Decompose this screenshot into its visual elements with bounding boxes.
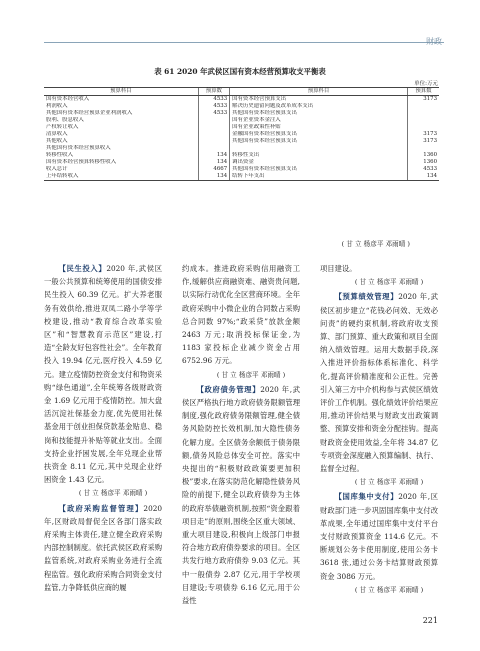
expense-item-cell: 国有企业资本金注入 [230, 117, 408, 124]
revenue-item-cell: 收入总计 [46, 166, 68, 173]
expense-item-cell: 其他国有资本经营预算支出 [230, 138, 408, 145]
table-row [44, 138, 439, 145]
credit: ( 甘 立 杨彦平 邓雨晴 ) [78, 489, 148, 498]
header-rule [44, 42, 444, 43]
expense-item-cell: 国有企业政策性补贴 [230, 124, 408, 131]
table-unit: 单位:万元 [414, 81, 438, 87]
revenue-amount-cell: 134 [198, 159, 230, 166]
expense-item-cell: 结转下年支出 [230, 173, 408, 181]
table-row [44, 103, 439, 110]
table-row [44, 173, 439, 181]
revenue-item-cell: 其他国有资本经营预算收入 [46, 145, 111, 152]
expense-amount-cell [407, 117, 439, 124]
revenue-amount-cell [198, 117, 230, 124]
table-row [44, 159, 439, 166]
table-credit: ( 甘 立 杨彦平 邓雨晴 ) [341, 240, 410, 248]
revenue-item-cell: 其他国有资本经营预算企业利润收入 [46, 110, 133, 117]
expense-item-cell: 其他国有资本经营预算支出 [230, 110, 408, 117]
table-row [44, 166, 439, 173]
column-2 [182, 262, 300, 607]
table-caption: 表 61 2020 年武侯区国有资本经营预算收支平衡表 [154, 67, 326, 76]
revenue-item-cell: 国有资本经营收入 [46, 96, 90, 103]
table-row [44, 152, 439, 159]
expense-amount-cell [407, 124, 439, 131]
expense-amount-cell [407, 110, 439, 117]
expense-amount-cell [407, 103, 439, 110]
heading-performance: 【预算绩效管理】 [334, 292, 399, 302]
paragraph-treasury: 2020 年,区财政部门进一步巩固国库集中支付改革成果,全年通过国库集中支付平台支付财政预算资金 114.6 亿元。不断规划公务卡使用制度,使用公务卡 3618 张,通过公务卡结算财政预算资金 3086 万元。 [320, 492, 438, 581]
expense-amount-cell: 1360 [407, 159, 439, 166]
expense-item-cell: 解决历史遗留问题及改革成本支出 [230, 103, 408, 110]
revenue-item-cell: 上年结转收入 [44, 173, 198, 181]
table-row [44, 131, 439, 138]
revenue-item-cell: 股利、股息收入 [46, 117, 84, 124]
table-row [44, 124, 439, 131]
expense-item-cell: 转移性支出 [230, 152, 408, 159]
revenue-amount-cell: 4533 [198, 110, 230, 117]
revenue-amount-cell: 4533 [198, 96, 230, 104]
revenue-item-cell: 国有资本经营预算转移性收入 [46, 159, 117, 166]
revenue-item-cell: 利润收入 [46, 103, 68, 110]
expense-amount-cell: 3173 [407, 96, 439, 104]
table-row [44, 117, 439, 124]
header-revenue-amount: 预算数 [198, 88, 230, 96]
paragraph-debt: 2020 年,武侯区严格执行地方政府债务限额管理制度,强化政府债务限额管理,健全债务风险防控长效机制,加大隐性债务化解力度。全区债务余额低于债务限额,债务风险总体安全可控。落实中央提出的“积极财政政策要更加积极”要求,在落实防范化解隐性债务风险的前提下,健全以政府债券为主体的政府举债融资机制,按照“资金跟着项目走”的原则,围绕全区重大领域、重大项目建设,积极向上级部门申报符合地方政府债券要求的项目。全区共发行地方政府债券 9.03 亿元。其中一般债券 2.87 亿元,用于学校项目建设;专项债券 6.16 亿元,用于公益性 [182, 384, 300, 606]
revenue-amount-cell [198, 131, 230, 138]
revenue-amount-cell: 134 [198, 152, 230, 159]
expense-item-cell [230, 145, 408, 152]
credit: ( 甘 立 杨彦平 邓雨晴 ) [354, 585, 424, 594]
expense-amount-cell: 3173 [407, 138, 439, 145]
table-row [44, 110, 439, 117]
revenue-amount-cell [198, 138, 230, 145]
revenue-amount-cell: 4667 [198, 166, 230, 173]
revenue-item-cell: 转移性收入 [46, 152, 73, 159]
revenue-item-cell: 其他收入 [46, 138, 68, 145]
revenue-amount-cell: 134 [198, 173, 230, 181]
table-row [44, 145, 439, 152]
revenue-amount-cell [198, 124, 230, 131]
revenue-item-cell: 产权转让收入 [46, 124, 79, 131]
paragraph-livelihood: 2020 年,武侯区一般公共预算和统筹使用的国债安排民生投入 60.39 亿元。扩大养老服务有效供给,推进双凤二路小学等学校建设,推动“教育综合改革实验区”和“智慧教育示范区”建设,打造“全龄友好包容性社会”。全年教育投入 19.94 亿元,医疗投入 4.59 亿元。建立疫情防控资金支付和物资采购“绿色通道”,全年统筹各级财政资金 1.69 亿元用于疫情防控。加大盘活沉淀社保基金力度,优先使用社保基金用于创业担保贷款基金贴息、稳岗和技能提升补贴等就业支出。全面支持企业抒困发展,全年兑现企业帮扶资金 8.11 亿元,其中兑现企业纾困资金 1.43 亿元。 [44, 264, 162, 485]
table-header-row [44, 88, 439, 96]
revenue-amount-cell: 4533 [198, 103, 230, 110]
expense-item-cell: 金融国有资本经营预算支出 [230, 131, 408, 138]
budget-table [44, 87, 439, 181]
section-label: 财政 [426, 37, 442, 46]
column-1 [44, 262, 162, 594]
credit: ( 甘 立 杨彦平 邓雨晴 ) [216, 370, 286, 379]
expense-amount-cell: 1360 [407, 152, 439, 159]
page-number: 221 [422, 616, 438, 625]
expense-item-cell: 调出资金 [230, 159, 408, 166]
expense-item-cell: 国有资本经营预算支出 [230, 96, 408, 104]
header-expense-amount: 预算数 [407, 88, 439, 96]
expense-amount-cell: 4533 [407, 166, 439, 173]
heading-debt: 【政府债务管理】 [196, 384, 261, 394]
heading-treasury: 【国库集中支付】 [334, 492, 399, 502]
expense-amount-cell: 134 [407, 173, 439, 181]
paragraph-procurement: 2020 年,区财政局督促全区各部门落实政府采购主体责任,建立健全政府采购内部控制制度。依托武侯区政府采购监管系统,对政府采购业务进行全流程监管。强化政府采购合同资金支付监管,力争降低供应商的履 [44, 503, 162, 592]
revenue-item-cell: 清算收入 [46, 131, 68, 138]
expense-amount-cell: 3173 [407, 131, 439, 138]
credit: ( 甘 立 杨彦平 邓雨晴 ) [354, 478, 424, 487]
expense-item-cell: 其他国有资本经营预算支出 [230, 166, 408, 173]
heading-procurement: 【政府采购监督管理】 [58, 503, 144, 513]
paragraph-performance: 2020 年,武侯区初步建立“花钱必问效、无效必问责”的硬约束机制,将政府收支预算、部门预算、重大政策和项目全面纳入绩效管理。运用大数据手段,深入推进评价指标体系标准化、科学化,提高评价精准度和公正性。完善引入第三方中介机构参与武侯区绩效评价工作机制。强化绩效评价结果应用,推动评价结果与财政支出政策调整、预算安排和资金分配挂钩。提高财政资金使用效益,全年将 34.87 亿专项资金深度融入预算编制、执行、监督全过程。 [320, 292, 438, 474]
header-revenue-item: 预算科目 [44, 88, 198, 96]
revenue-amount-cell [198, 145, 230, 152]
credit: ( 甘 立 杨彦平 邓雨晴 ) [354, 278, 424, 287]
expense-amount-cell [407, 145, 439, 152]
table-row [44, 96, 439, 104]
column-3 [320, 262, 438, 598]
paragraph-debt-cont: 项目建设。 [320, 264, 357, 273]
header-expense-item: 预算科目 [230, 88, 408, 96]
heading-livelihood: 【民生投入】 [58, 264, 107, 273]
paragraph-procurement-cont: 约成本。推进政府采购信用融资工作,缓解供应商融资难、融资贵问题,以实际行动优化全区营商环境。全年政府采购中小微企业的合同数占采购总合同数 97%;“政采贷”放款金额 2463 万元;取消投标保证金,为 1183 家投标企业减少资金占用 6752.96 万元。 [182, 264, 300, 366]
